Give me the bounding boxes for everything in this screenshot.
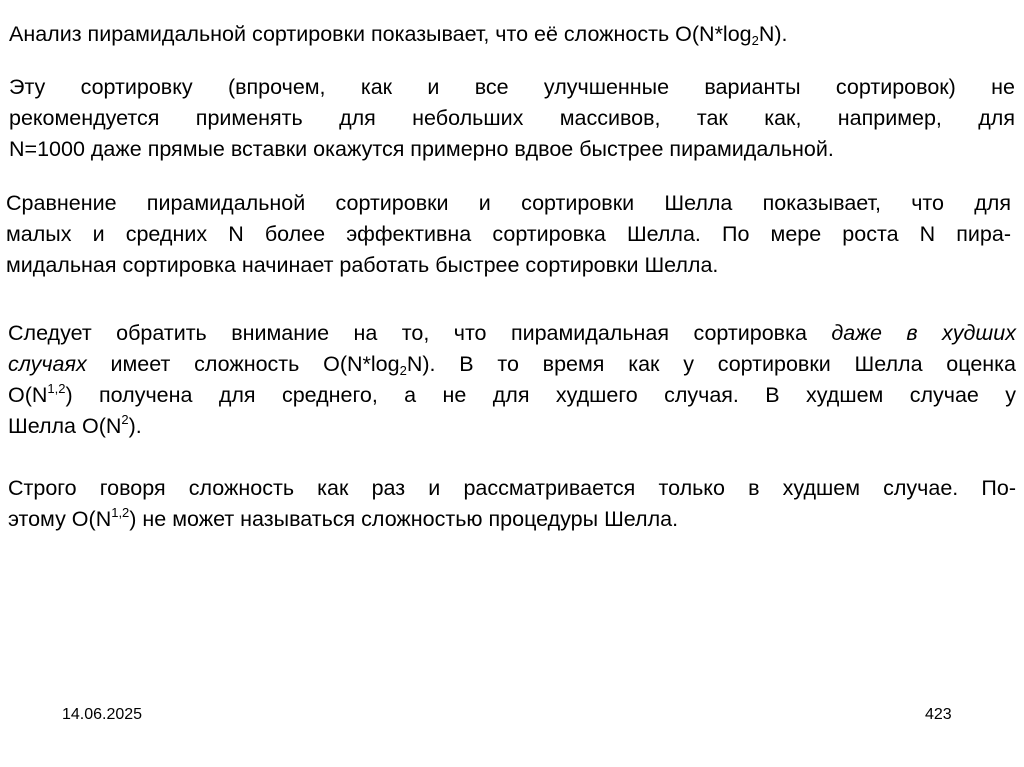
superscript: 2 <box>121 412 129 427</box>
emphasis-text: случаях <box>8 352 87 376</box>
text-run: O(N <box>8 383 48 407</box>
superscript: 1,2 <box>47 381 66 396</box>
text-run: ) получена для среднего, а не для худшего случая. В худшем случае у <box>65 383 1016 407</box>
text-line: мидальная сортировка начинает работать быстрее сортировки Шелла. <box>6 253 719 277</box>
text-line <box>8 318 1016 349</box>
paragraph-strictly-speaking <box>8 473 1016 535</box>
text-line: Эту сортировку (впрочем, как и все улучшенные варианты сортировок) не <box>9 75 1015 99</box>
text-line <box>8 504 1016 535</box>
text-run: Анализ пирамидальной сортировки показывает, что её сложность O(N*log <box>9 22 752 46</box>
paragraph-worst-case <box>8 318 1016 442</box>
subscript: 2 <box>399 363 407 378</box>
paragraph-complexity-heapsort <box>9 19 788 50</box>
text-run: N). В то время как у сортировки Шелла оценка <box>406 352 1016 376</box>
paragraph-comparison-shell <box>6 188 1011 281</box>
text-run: имеет сложность O(N*log <box>110 352 400 376</box>
text-run: ). <box>128 414 142 438</box>
text-run: этому O(N <box>8 507 112 531</box>
text-run: N). <box>758 22 788 46</box>
page-number: 423 <box>925 706 952 723</box>
text-run: Следует обратить внимание на то, что пирамидальная сортировка <box>8 321 807 345</box>
text-line <box>8 380 1016 411</box>
text-line <box>8 411 1016 442</box>
superscript: 1,2 <box>111 505 130 520</box>
text-run: Шелла O(N <box>8 414 122 438</box>
text-line: Строго говоря сложность как раз и рассматривается только в худшем случае. По- <box>8 476 1016 500</box>
text-line: малых и средних N более эффективна сортировка Шелла. По мере роста N пира- <box>6 222 1011 246</box>
emphasis-text: даже в худших <box>831 321 1016 345</box>
text-run: ) не может называться сложностью процедуры Шелла. <box>129 507 679 531</box>
subscript: 2 <box>751 33 759 48</box>
text-line: рекомендуется применять для небольших массивов, так как, например, для <box>9 106 1015 130</box>
text-line <box>9 19 788 50</box>
text-line <box>8 349 1016 380</box>
footer-date: 14.06.2025 <box>62 706 143 723</box>
text-line: N=1000 даже прямые вставки окажутся примерно вдвое быстрее пирамидальной. <box>9 137 834 161</box>
text-line: Сравнение пирамидальной сортировки и сортировки Шелла показывает, что для <box>6 191 1011 215</box>
paragraph-not-recommended <box>9 72 1015 165</box>
